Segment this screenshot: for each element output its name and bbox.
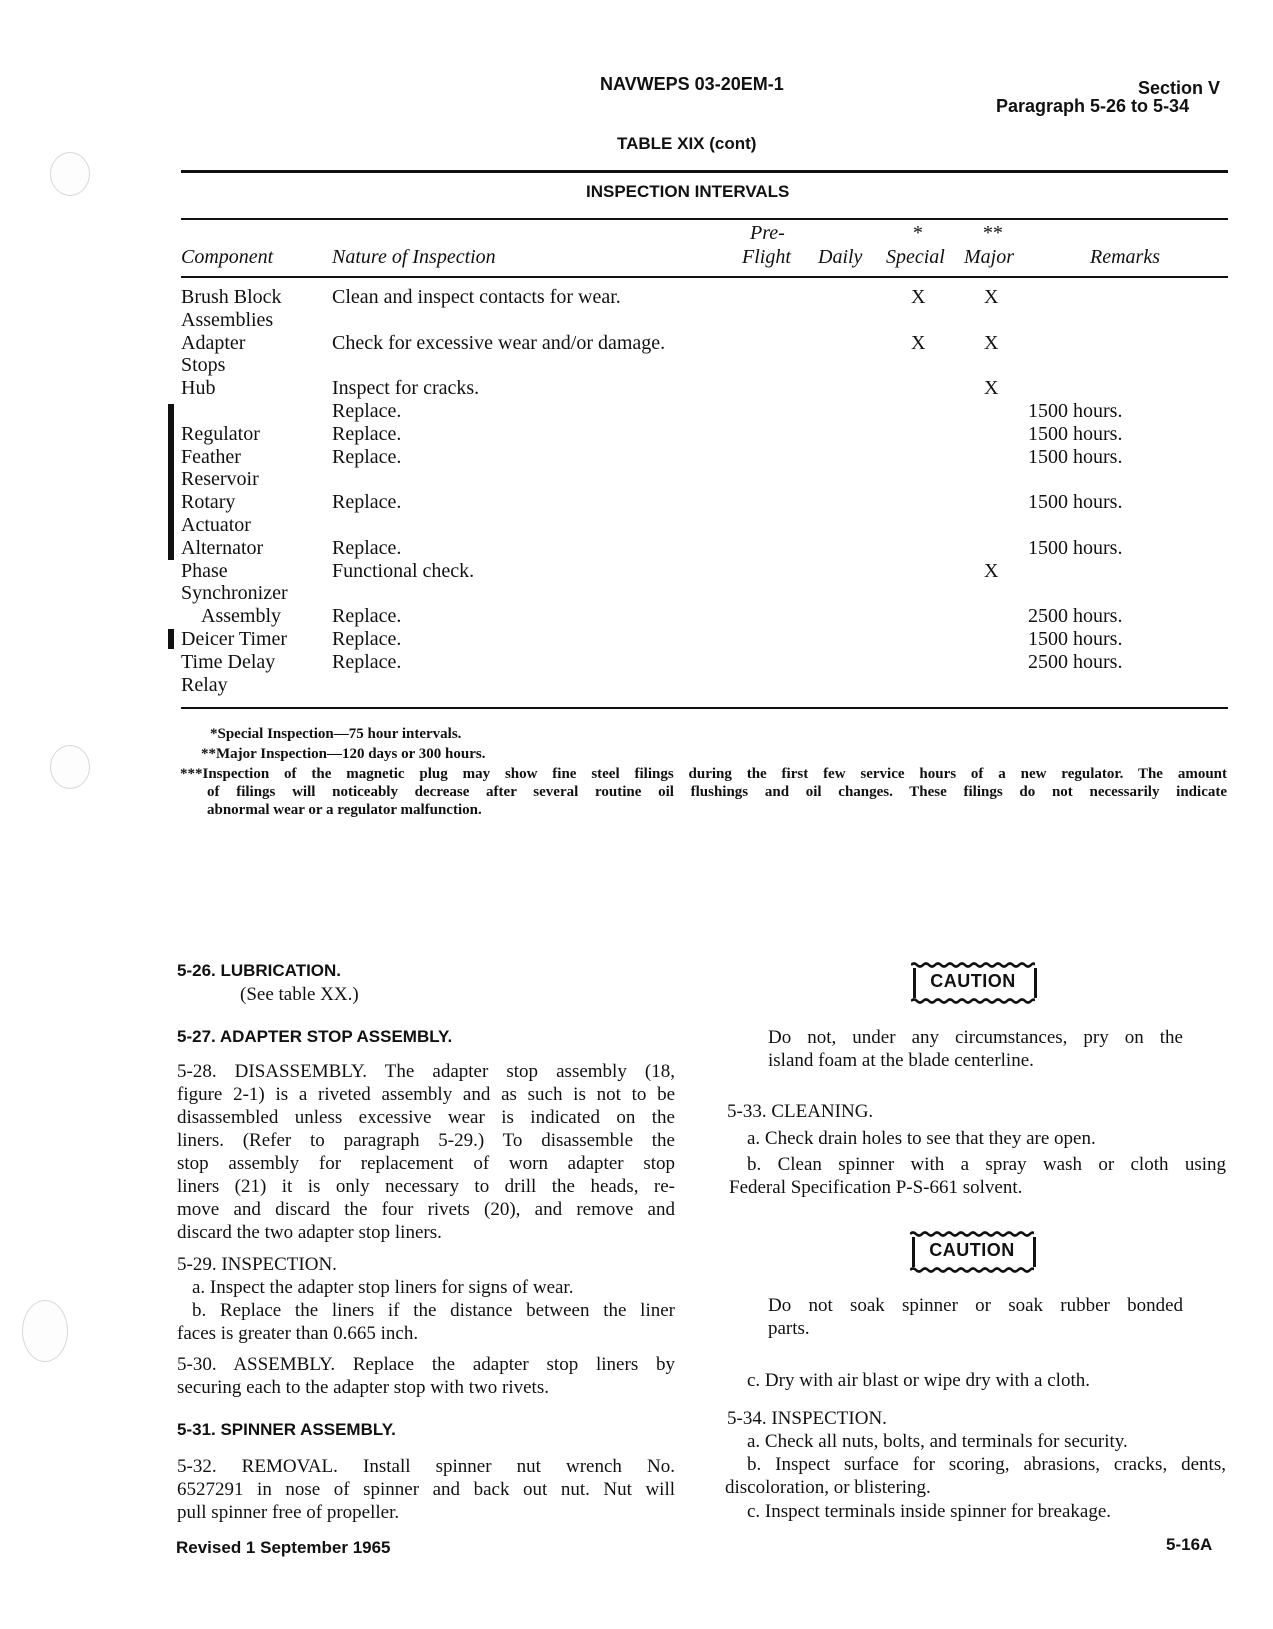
- caution-1-text: [768, 1026, 1183, 1072]
- para-line: 5-28. DISASSEMBLY. The adapter stop assembly (18,: [177, 1061, 675, 1082]
- cell-nature: Replace.: [332, 446, 402, 468]
- cell-component: Time Delay: [181, 651, 276, 673]
- paragraph-5-34a: a. Check all nuts, bolts, and terminals for security.: [747, 1431, 1128, 1452]
- col-nature: Nature of Inspection: [332, 246, 496, 268]
- heading-5-33: 5-33. CLEANING.: [727, 1101, 874, 1122]
- cell-component: Regulator: [181, 423, 260, 445]
- cell-nature: Replace.: [332, 651, 402, 673]
- paragraph-5-33a: a. Check drain holes to see that they are open.: [747, 1128, 1096, 1149]
- cell-component: Phase: [181, 560, 228, 582]
- para-line: discoloration, or blistering.: [725, 1477, 931, 1498]
- cell-remarks: 2500 hours.: [1028, 651, 1123, 673]
- para-line: faces is greater than 0.665 inch.: [177, 1323, 419, 1344]
- paragraph-5-29a: a. Inspect the adapter stop liners for signs of wear.: [192, 1277, 574, 1298]
- cell-remarks: 1500 hours.: [1028, 423, 1123, 445]
- cell-nature: Inspect for cracks.: [332, 377, 480, 399]
- cell-component: Relay: [181, 674, 228, 696]
- caution-wave-bottom: [910, 1267, 1034, 1273]
- cell-nature: Clean and inspect contacts for wear.: [332, 286, 621, 308]
- cell-nature: Replace.: [332, 605, 402, 627]
- cell-special: X: [911, 286, 926, 308]
- col-preflight-top: Pre-: [750, 222, 785, 244]
- para-line: liners. (Refer to paragraph 5-29.) To disassemble the: [177, 1130, 675, 1151]
- cell-major: X: [984, 377, 999, 399]
- cell-component: Synchronizer: [181, 582, 288, 604]
- heading-5-27: 5-27. ADAPTER STOP ASSEMBLY.: [177, 1027, 453, 1046]
- paragraph-5-29b: [177, 1299, 675, 1345]
- cell-remarks: 1500 hours.: [1028, 400, 1123, 422]
- para-line: securing each to the adapter stop with two rivets.: [177, 1377, 549, 1398]
- paragraph-range: Paragraph 5-26 to 5-34: [996, 96, 1190, 116]
- paragraph-5-34c: c. Inspect terminals inside spinner for breakage.: [747, 1501, 1112, 1522]
- col-component: Component: [181, 246, 274, 268]
- cell-nature: Check for excessive wear and/or damage.: [332, 332, 666, 354]
- para-line: stop assembly for replacement of worn adapter stop: [177, 1153, 675, 1174]
- cell-major: X: [984, 332, 999, 354]
- caution-label-2: CAUTION: [929, 1240, 1015, 1260]
- cell-component: Rotary: [181, 491, 236, 513]
- doc-id: NAVWEPS 03-20EM-1: [600, 74, 784, 94]
- cell-major: X: [984, 286, 999, 308]
- footnote-special: *Special Inspection—75 hour intervals.: [210, 726, 462, 742]
- cell-component: Reservoir: [181, 468, 259, 490]
- para-line: b. Clean spinner with a spray wash or cloth using: [747, 1154, 1226, 1175]
- para-line: Do not soak spinner or soak rubber bonded: [768, 1295, 1183, 1316]
- cell-component: Adapter: [181, 332, 246, 354]
- change-bar-deicer-timer: [168, 629, 174, 649]
- footnote-magnetic-plug-3: abnormal wear or a regulator malfunction.: [207, 802, 482, 818]
- cell-component: Stops: [181, 354, 226, 376]
- para-line: figure 2-1) is a riveted assembly and as such is not to be: [177, 1084, 675, 1105]
- cell-major: X: [984, 560, 999, 582]
- cell-nature: Replace.: [332, 537, 402, 559]
- col-preflight: Flight: [742, 246, 791, 268]
- section-label: Section V: [1138, 78, 1221, 98]
- para-line: 5-32. REMOVAL. Install spinner nut wrench No.: [177, 1456, 675, 1477]
- heading-5-29: 5-29. INSPECTION.: [177, 1254, 337, 1275]
- paragraph-5-34b: [725, 1453, 1226, 1499]
- para-line: discard the two adapter stop liners.: [177, 1222, 442, 1243]
- cell-remarks: 1500 hours.: [1028, 446, 1123, 468]
- para-line: 6527291 in nose of spinner and back out nut. Nut will: [177, 1479, 675, 1500]
- cell-nature: Replace.: [332, 423, 402, 445]
- para-line: Federal Specification P-S-661 solvent.: [729, 1177, 1023, 1198]
- para-line: b. Inspect surface for scoring, abrasions, cracks, dents,: [747, 1454, 1226, 1475]
- binder-hole-top: [50, 152, 90, 196]
- see-table-xx: (See table XX.): [240, 984, 359, 1005]
- table-bottom-rule: [181, 707, 1228, 709]
- cell-component: Brush Block: [181, 286, 282, 308]
- caution-label-1: CAUTION: [930, 971, 1016, 991]
- table-top-rule: [181, 170, 1228, 173]
- caution-2-text: [768, 1294, 1183, 1340]
- binder-hole-bottom: [22, 1300, 68, 1362]
- revision-date: Revised 1 September 1965: [176, 1538, 391, 1557]
- paragraph-5-33b: [729, 1153, 1226, 1199]
- col-remarks: Remarks: [1090, 246, 1160, 268]
- col-major-mark: **: [982, 222, 1002, 244]
- para-line: liners (21) it is only necessary to drill the heads, re-: [177, 1176, 675, 1197]
- cell-nature: Replace.: [332, 491, 402, 513]
- para-line: parts.: [768, 1318, 810, 1339]
- para-line: disassembled unless excessive wear is indicated on the: [177, 1107, 675, 1128]
- cell-remarks: 1500 hours.: [1028, 537, 1123, 559]
- cell-nature: Functional check.: [332, 560, 475, 582]
- cell-remarks: 1500 hours.: [1028, 491, 1123, 513]
- caution-wave-bottom: [911, 998, 1035, 1004]
- para-line: Do not, under any circumstances, pry on the: [768, 1027, 1183, 1048]
- cell-component: Alternator: [181, 537, 264, 559]
- cell-component: Assemblies: [181, 309, 274, 331]
- para-line: 5-30. ASSEMBLY. Replace the adapter stop liners by: [177, 1354, 675, 1375]
- table-header-rule: [181, 276, 1228, 278]
- col-daily: Daily: [818, 246, 863, 268]
- page-number: 5-16A: [1166, 1535, 1213, 1554]
- cell-component: Hub: [181, 377, 216, 399]
- heading-5-34: 5-34. INSPECTION.: [727, 1408, 887, 1429]
- cell-component: Actuator: [181, 514, 251, 536]
- col-special-mark: *: [912, 222, 922, 244]
- cell-component: Deicer Timer: [181, 628, 288, 650]
- paragraph-5-28: [177, 1060, 675, 1244]
- footnote-magnetic-plug-2: of filings will noticeably decrease after several routine oil flushings and oil changes. These filings do not necessarily indicate: [207, 784, 1227, 800]
- para-line: move and discard the four rivets (20), and remove and: [177, 1199, 675, 1220]
- table-title-rule: [181, 218, 1228, 220]
- heading-5-31: 5-31. SPINNER ASSEMBLY.: [177, 1420, 396, 1439]
- paragraph-5-30: [177, 1353, 675, 1399]
- cell-component: Feather: [181, 446, 241, 468]
- caution-box-1: [907, 960, 1039, 1006]
- cell-remarks: 2500 hours.: [1028, 605, 1123, 627]
- cell-component: Assembly: [201, 605, 281, 627]
- binder-hole-middle: [50, 745, 90, 789]
- table-title: INSPECTION INTERVALS: [586, 182, 790, 201]
- footnote-magnetic-plug-1: ***Inspection of the magnetic plug may show fine steel filings during the first few service hours of a new regulator. The amount: [180, 766, 1227, 782]
- col-major: Major: [964, 246, 1014, 268]
- paragraph-5-33c: c. Dry with air blast or wipe dry with a cloth.: [747, 1370, 1090, 1391]
- cell-nature: Replace.: [332, 400, 402, 422]
- para-line: island foam at the blade centerline.: [768, 1050, 1034, 1071]
- para-line: b. Replace the liners if the distance between the liner: [192, 1300, 675, 1321]
- heading-5-26: 5-26. LUBRICATION.: [177, 961, 342, 980]
- para-line: pull spinner free of propeller.: [177, 1502, 400, 1523]
- paragraph-5-32: [177, 1455, 675, 1524]
- col-special: Special: [886, 246, 945, 268]
- cell-nature: Replace.: [332, 628, 402, 650]
- change-bar-regulator-alternator: [168, 404, 174, 560]
- cell-special: X: [911, 332, 926, 354]
- footnote-major: **Major Inspection—120 days or 300 hours.: [201, 746, 486, 762]
- table-caption: TABLE XIX (cont): [617, 134, 757, 153]
- caution-box-2: [906, 1229, 1038, 1275]
- cell-remarks: 1500 hours.: [1028, 628, 1123, 650]
